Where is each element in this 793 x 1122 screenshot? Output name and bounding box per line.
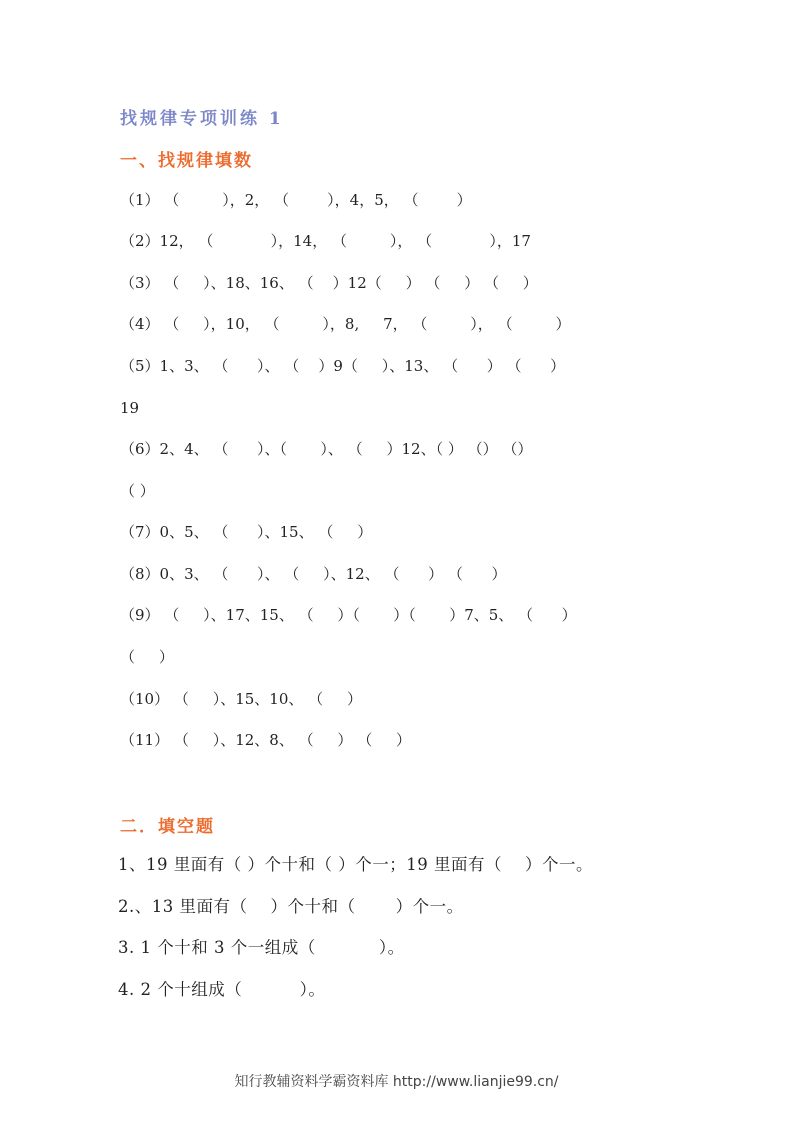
exercise-line: （3） （ ）、18、16、 （ ）12（ ） （ ） （ ）: [120, 274, 538, 292]
section-1-heading: 一、找规律填数: [120, 151, 253, 171]
exercise-line: （10） （ ）、15、10、 （ ）: [120, 690, 362, 708]
fill-blank-line: 3. 1 个十和 3 个一组成（ ）。: [118, 938, 405, 957]
footer-watermark: 知行教辅资料学霸资料库 http://www.lianjie99.cn/: [234, 1074, 559, 1090]
document-title: 找规律专项训练 1: [120, 109, 284, 129]
exercise-line: （9） （ ）、17、15、 （ ）（ ）（ ）7、5、 （ ）: [120, 606, 577, 624]
fill-blank-line: 2.、13 里面有（ ）个十和（ ）个一。: [118, 897, 464, 916]
exercise-line-wrap: 19: [120, 399, 140, 417]
exercise-line: （5）1、3、 （ ）、 （ ）9（ ）、13、 （ ） （ ）: [120, 357, 566, 375]
fill-blank-line: 1、19 里面有（ ）个十和（ ）个一；19 里面有（ ）个一。: [118, 855, 593, 874]
exercise-line: （1） （ ），2， （ ），4，5， （ ）: [120, 191, 472, 209]
exercise-line: （8）0、3、 （ ）、 （ ）、12、 （ ） （ ）: [120, 565, 507, 583]
exercise-line-wrap: （ ）: [120, 648, 174, 666]
exercise-line: （7）0、5、 （ ）、15、 （ ）: [120, 523, 373, 541]
fill-blank-line: 4. 2 个十组成（ ）。: [118, 980, 326, 999]
section-2-heading: 二．填空题: [120, 817, 215, 837]
exercise-line: （4） （ ），10， （ ），8, 7， （ ）， （ ）: [120, 315, 571, 333]
exercise-line: （11） （ ）、12、8、 （ ） （ ）: [120, 731, 412, 749]
exercise-line: （6）2、4、 （ ）、（ ）、 （ ）12、（ ） （） （）: [120, 440, 533, 458]
exercise-line: （2）12， （ ），14， （ ）， （ ），17: [120, 232, 531, 250]
exercise-line-wrap: （ ）: [120, 482, 155, 500]
